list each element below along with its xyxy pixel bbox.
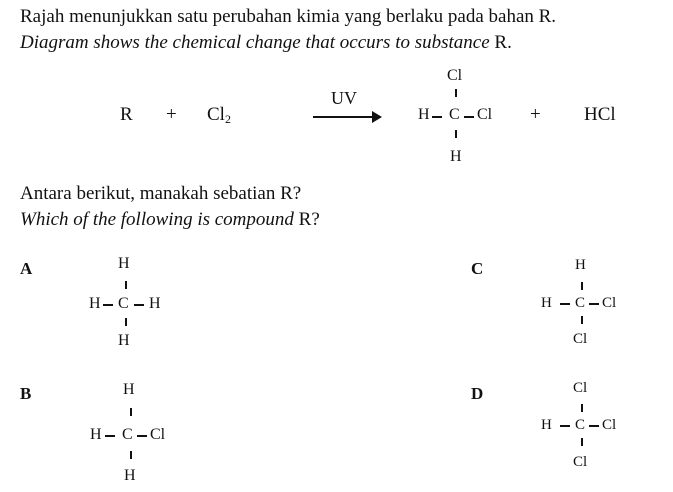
option-a-bond-left: [103, 304, 113, 306]
option-letter-d: D: [471, 384, 484, 403]
option-c-bond-top: [581, 282, 583, 290]
option-letter-c: C: [471, 259, 484, 278]
product-top-atom: Cl: [447, 67, 463, 84]
question-4-english-italic: Which of the following is compound: [20, 209, 294, 230]
product-bond-right: [464, 116, 474, 118]
option-a-right-atom: H: [149, 295, 161, 312]
reactant-r: R: [120, 104, 133, 125]
product-bond-bottom: [455, 130, 457, 138]
option-b-right-atom: Cl: [150, 426, 166, 443]
option-d-bottom-atom: Cl: [573, 454, 588, 470]
product-left-atom: H: [418, 106, 430, 123]
option-a-left-atom: H: [89, 295, 101, 312]
uv-condition: UV: [331, 88, 357, 108]
question-english-italic: Diagram shows the chemical change that occurs to substance: [20, 32, 490, 53]
question-line-3-malay: Antara berikut, manakah sebatian R?: [20, 183, 302, 204]
option-b-bond-bottom: [130, 451, 132, 459]
option-c-bond-left: [560, 303, 570, 305]
option-a-bottom-atom: H: [118, 332, 130, 349]
plus-sign-1: +: [166, 104, 177, 125]
product-right-atom: Cl: [477, 106, 493, 123]
option-b-bottom-atom: H: [124, 467, 136, 484]
reactant-chlorine: [207, 104, 231, 127]
plus-sign-2: +: [530, 104, 541, 125]
chlorine-subscript: 2: [224, 112, 231, 126]
option-c-center-atom: C: [575, 295, 586, 311]
option-a-bond-right: [134, 304, 144, 306]
option-d-center-atom: C: [575, 417, 586, 433]
question-english-suffix: R.: [489, 32, 512, 53]
option-d-top-atom: Cl: [573, 380, 588, 396]
option-c-top-atom: H: [575, 257, 586, 273]
product-bond-top: [455, 89, 457, 97]
question-4-english-suffix: R?: [293, 209, 320, 230]
question-line-english: [20, 32, 512, 54]
option-c-bond-bottom: [581, 316, 583, 324]
question-line-4-english: [20, 209, 320, 231]
product-bottom-atom: H: [450, 148, 462, 165]
option-b-center-atom: C: [122, 426, 133, 443]
option-a-center-atom: C: [118, 295, 129, 312]
chlorine-symbol: Cl: [207, 104, 225, 125]
option-b-top-atom: H: [123, 381, 135, 398]
option-a-bond-top: [125, 281, 127, 289]
option-letter-b: B: [20, 384, 32, 403]
option-c-bottom-atom: Cl: [573, 331, 588, 347]
option-c-right-atom: Cl: [602, 295, 617, 311]
option-b-bond-left: [105, 435, 115, 437]
option-b-bond-right: [137, 435, 147, 437]
option-d-right-atom: Cl: [602, 417, 617, 433]
product-hcl: HCl: [584, 104, 616, 125]
option-a-top-atom: H: [118, 255, 130, 272]
option-letter-a: A: [20, 259, 33, 278]
product-center-atom: C: [449, 106, 460, 123]
option-b-bond-top: [130, 408, 132, 416]
product-bond-left: [432, 116, 442, 118]
option-d-bond-right: [589, 425, 599, 427]
option-d-bond-bottom: [581, 438, 583, 446]
reaction-arrow-head-icon: [372, 111, 382, 123]
option-d-bond-left: [560, 425, 570, 427]
question-line-malay: Rajah menunjukkan satu perubahan kimia yang berlaku pada bahan R.: [20, 6, 557, 27]
option-a-bond-bottom: [125, 318, 127, 326]
option-c-left-atom: H: [541, 295, 552, 311]
option-d-left-atom: H: [541, 417, 552, 433]
option-b-left-atom: H: [90, 426, 102, 443]
reaction-arrow-shaft: [313, 116, 377, 118]
option-c-bond-right: [589, 303, 599, 305]
option-d-bond-top: [581, 404, 583, 412]
